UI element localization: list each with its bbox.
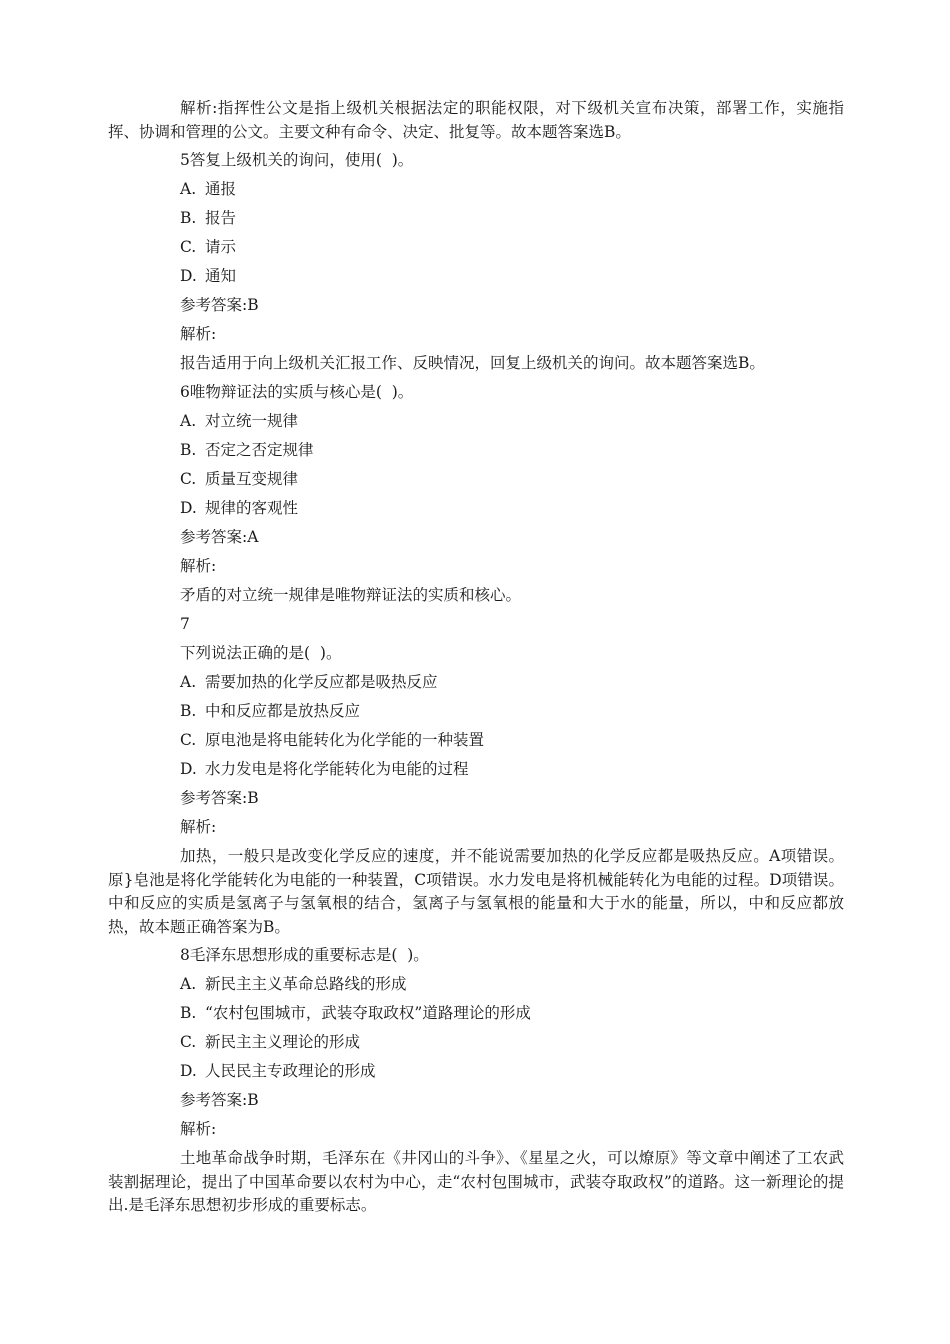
q6-option-b: B. 否定之否定规律 bbox=[180, 441, 314, 459]
q7-option-b: B. 中和反应都是放热反应 bbox=[180, 702, 361, 720]
q5-analysis: 报告适用于向上级机关汇报工作、反映情况，回复上级机关的询问。故本题答案选B。 bbox=[180, 354, 765, 372]
q8-option-d: D. 人民民主专政理论的形成 bbox=[180, 1062, 376, 1080]
q6-answer: 参考答案:A bbox=[180, 528, 259, 546]
q5-option-d: D. 通知 bbox=[180, 267, 237, 285]
q7-analysis-label: 解析: bbox=[180, 818, 217, 836]
q5-question: 5答复上级机关的询问，使用( )。 bbox=[180, 151, 414, 169]
q6-option-a: A. 对立统一规律 bbox=[180, 412, 299, 430]
q7-option-d: D. 水力发电是将化学能转化为电能的过程 bbox=[180, 760, 469, 778]
q8-analysis: 土地革命战争时期，毛泽东在《井冈山的斗争》、《星星之火，可以燎原》等文章中阐述了工农武装割据理论，提出了中国革命要以农村为中心，走“农村包围城市，武装夺取政权”的道路。这一新理论的提出.是毛泽东思想初步形成的重要标志。 bbox=[108, 1149, 844, 1214]
q6-question: 6唯物辩证法的实质与核心是( )。 bbox=[180, 383, 414, 401]
q5-option-b: B. 报告 bbox=[180, 209, 237, 227]
q7-analysis: 加热，一般只是改变化学反应的速度，并不能说需要加热的化学反应都是吸热反应。A项错误。原}皂池是将化学能转化为电能的一种装置，C项错误。水力发电是将机械能转化为电能的过程。D项错误。中和反应的实质是氢离子与氢氧根的结合，氢离子与氢氧根的能量和大于水的能量，所以，中和反应都放热，故本题正确答案为B。 bbox=[108, 847, 844, 936]
q8-option-b: B. “农村包围城市，武装夺取政权”道路理论的形成 bbox=[180, 1004, 531, 1022]
q6-option-c: C. 质量互变规律 bbox=[180, 470, 299, 488]
q8-question: 8毛泽东思想形成的重要标志是( )。 bbox=[180, 946, 429, 964]
q7-number: 7 bbox=[180, 615, 190, 633]
q5-option-a: A. 通报 bbox=[180, 180, 237, 198]
q6-analysis: 矛盾的对立统一规律是唯物辩证法的实质和核心。 bbox=[180, 586, 522, 604]
q8-analysis-label: 解析: bbox=[180, 1120, 217, 1138]
q7-option-a: A. 需要加热的化学反应都是吸热反应 bbox=[180, 673, 438, 691]
intro-analysis: 解析:指挥性公文是指上级机关根据法定的职能权限，对下级机关宣布决策，部署工作，实施指挥、协调和管理的公文。主要文种有命令、决定、批复等。故本题答案选B。 bbox=[108, 99, 844, 141]
document-page bbox=[108, 94, 844, 1220]
q5-analysis-label: 解析: bbox=[180, 325, 217, 343]
q8-option-a: A. 新民主主义革命总路线的形成 bbox=[180, 975, 407, 993]
q8-option-c: C. 新民主主义理论的形成 bbox=[180, 1033, 361, 1051]
q8-answer: 参考答案:B bbox=[180, 1091, 259, 1109]
q7-question: 下列说法正确的是( )。 bbox=[180, 644, 342, 662]
q7-answer: 参考答案:B bbox=[180, 789, 259, 807]
q6-analysis-label: 解析: bbox=[180, 557, 217, 575]
q5-answer: 参考答案:B bbox=[180, 296, 259, 314]
q5-option-c: C. 请示 bbox=[180, 238, 237, 256]
q6-option-d: D. 规律的客观性 bbox=[180, 499, 299, 517]
q7-option-c: C. 原电池是将电能转化为化学能的一种装置 bbox=[180, 731, 485, 749]
